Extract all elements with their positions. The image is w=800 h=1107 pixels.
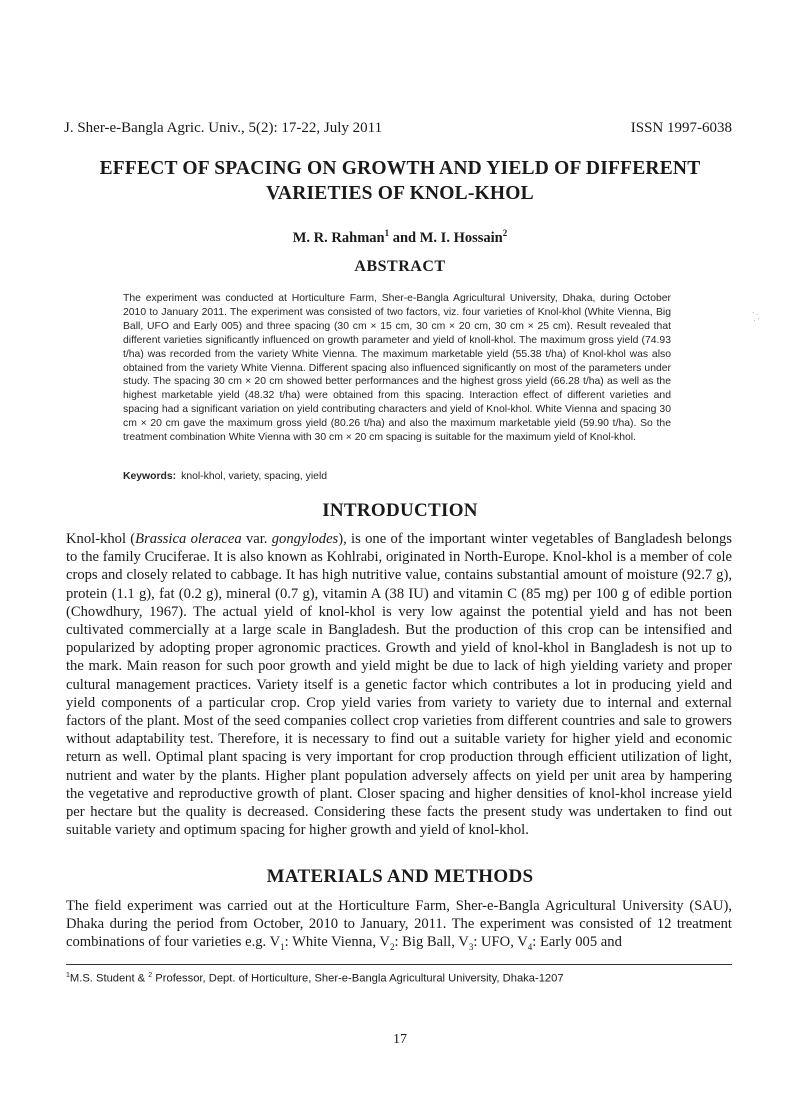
v2-subscript: 2 bbox=[389, 942, 395, 953]
footnote-mark-2: 2 bbox=[148, 972, 153, 979]
running-header bbox=[64, 120, 732, 137]
v2-label: : Big Ball, bbox=[394, 934, 459, 951]
author-2: M. I. Hossain bbox=[419, 229, 503, 246]
v4-symbol: V bbox=[517, 934, 528, 951]
footnote-text-1: M.S. Student & bbox=[69, 972, 149, 985]
v4-label: : Early 005 and bbox=[532, 934, 622, 951]
variety-name: gongylodes bbox=[271, 531, 339, 547]
intro-body-text: ), is one of the important winter vegetables of Bangladesh belongs to the family Cruciferae. It is also known as Kohlrabi, originated in North-Europe. Knol-khol is a member of cole crops and closely related to cabbage. It has high nutritive value, contains substantial amount of moisture (92.7 g), protein (1.1 g), fat (0.2 g), mineral (0.7 g), vitamin A (38 IU) and vitamin C (85 mg) per 100 g of edible portion (Chowdhury, 1967). The actual yield of knol-khol is very low against the potential yield and has not been cultivated commercially at a large scale in Bangladesh. But the production of this crop can be intensified and popularized by adopting proper agronomic practices. Growth and yield of knol-khol in Bangladesh is not up to the mark. Main reason for such poor growth and yield might be due to lack of high yielding variety and proper cultural management practices. Variety itself is a genetic factor which contributes a lot in producing yield and yield components of a particular crop. Crop yield varies from variety to variety due to internal and external factors of the plant. Most of the seed companies collect crop varieties from different countries and sale to growers without adaptability test. Therefore, it is necessary to find out a suitable variety for higher yield and economic return as well. Optimal plant spacing is very important for crop production through efficient utilization of light, nutrient and water by the plants. Higher plant population adversely affects on yield per unit area by hampering the vegetative and reproductive growth of plant. Closer spacing and higher densities of knol-khol increase yield per hectare but the quality is decreased. Considering these facts the present study was undertaken to find out suitable variety and optimum spacing for higher growth and yield of knol-khol. bbox=[66, 531, 732, 839]
methods-body-text: The field experiment was carried out at the Horticulture Farm, Sher-e-Bangla Agricultural University (SAU), Dhaka during the period from October, 2010 to January, 2011. The experiment was consisted of 12 treatment combinations of four varieties e.g. bbox=[66, 898, 732, 951]
species-name: Brassica oleracea bbox=[135, 531, 242, 547]
introduction-heading: INTRODUCTION bbox=[322, 500, 478, 521]
affiliation-footnote bbox=[66, 972, 732, 985]
journal-citation: J. Sher-e-Bangla Agric. Univ., 5(2): 17-22, July 2011 bbox=[64, 120, 383, 136]
footnote-text-2: Professor, Dept. of Horticulture, Sher-e-Bangla Agricultural University, Dhaka-1207 bbox=[152, 972, 564, 985]
v1-symbol: V bbox=[269, 934, 281, 951]
v3-label: : UFO, bbox=[473, 934, 518, 951]
abstract-text: The experiment was conducted at Horticulture Farm, Sher-e-Bangla Agricultural University, Dhaka, during October 2010 to January 2011. The experiment was consisted of two factors, viz. four varieties of Knol-khol (White Vienna, Big Ball, UFO and Early 005) and three spacing (30 cm × 15 cm, 30 cm × 20 cm, 30 cm × 25 cm). Result revealed that different varieties significantly influenced on growth parameter and yield of knoll-khol. The maximum gross yield (74.93 t/ha) was recorded from the variety White Vienna. The maximum marketable yield (55.38 t/ha) of Knol-khol was also obtained from the variety White Vienna. Different spacing also influenced significantly on most of the parameters under study. The spacing 30 cm × 20 cm showed better performances and the highest gross yield (66.28 t/ha) as well as the highest marketable yield (48.32 t/ha) were obtained from this spacing. Interaction effect of different varieties and spacing had a significant variation on yield contributing characters and yield of Knol-khol. White Vienna and spacing 30 cm × 20 cm gave the maximum gross yield (80.26 t/ha) and also the maximum marketable yield (59.90 t/ha). So the treatment combination White Vienna with 30 cm × 20 cm spacing is suitable for the maximum yield of Knol-khol. bbox=[123, 293, 671, 444]
page-number: 17 bbox=[393, 1032, 407, 1047]
footnote-mark-1: 1 bbox=[66, 972, 70, 979]
intro-lead: Knol-khol ( bbox=[66, 531, 136, 547]
v3-subscript: 3 bbox=[468, 942, 474, 953]
v1-subscript: 1 bbox=[280, 942, 285, 953]
var-word: var. bbox=[241, 531, 272, 547]
keywords-list: knol-khol, variety, spacing, yield bbox=[181, 471, 328, 482]
title-line-1: EFFECT OF SPACING ON GROWTH AND YIELD OF DIFFERENT bbox=[99, 158, 701, 179]
methods-heading: MATERIALS AND METHODS bbox=[266, 866, 534, 887]
v4-subscript: 4 bbox=[527, 942, 533, 953]
methods-text bbox=[66, 897, 732, 957]
title-line-2: VARIETIES OF KNOL-KHOL bbox=[266, 183, 534, 204]
footnote-divider bbox=[66, 964, 732, 965]
v3-symbol: V bbox=[458, 934, 469, 951]
keywords bbox=[123, 471, 671, 482]
v1-label: : White Vienna, bbox=[284, 934, 380, 951]
issn: ISSN 1997-6038 bbox=[630, 120, 732, 136]
paper-title bbox=[60, 156, 740, 206]
introduction-text bbox=[66, 530, 732, 839]
keywords-label: Keywords: bbox=[123, 471, 177, 482]
abstract-heading: ABSTRACT bbox=[354, 258, 446, 275]
author-1: M. R. Rahman bbox=[292, 229, 385, 246]
author-list bbox=[60, 228, 740, 247]
author-1-affiliation-mark: 1 bbox=[384, 228, 390, 238]
author-conjunction: and bbox=[389, 229, 420, 246]
v2-symbol: V bbox=[379, 934, 390, 951]
scan-speckle: · . . · bbox=[752, 309, 760, 323]
author-2-affiliation-mark: 2 bbox=[502, 228, 508, 238]
